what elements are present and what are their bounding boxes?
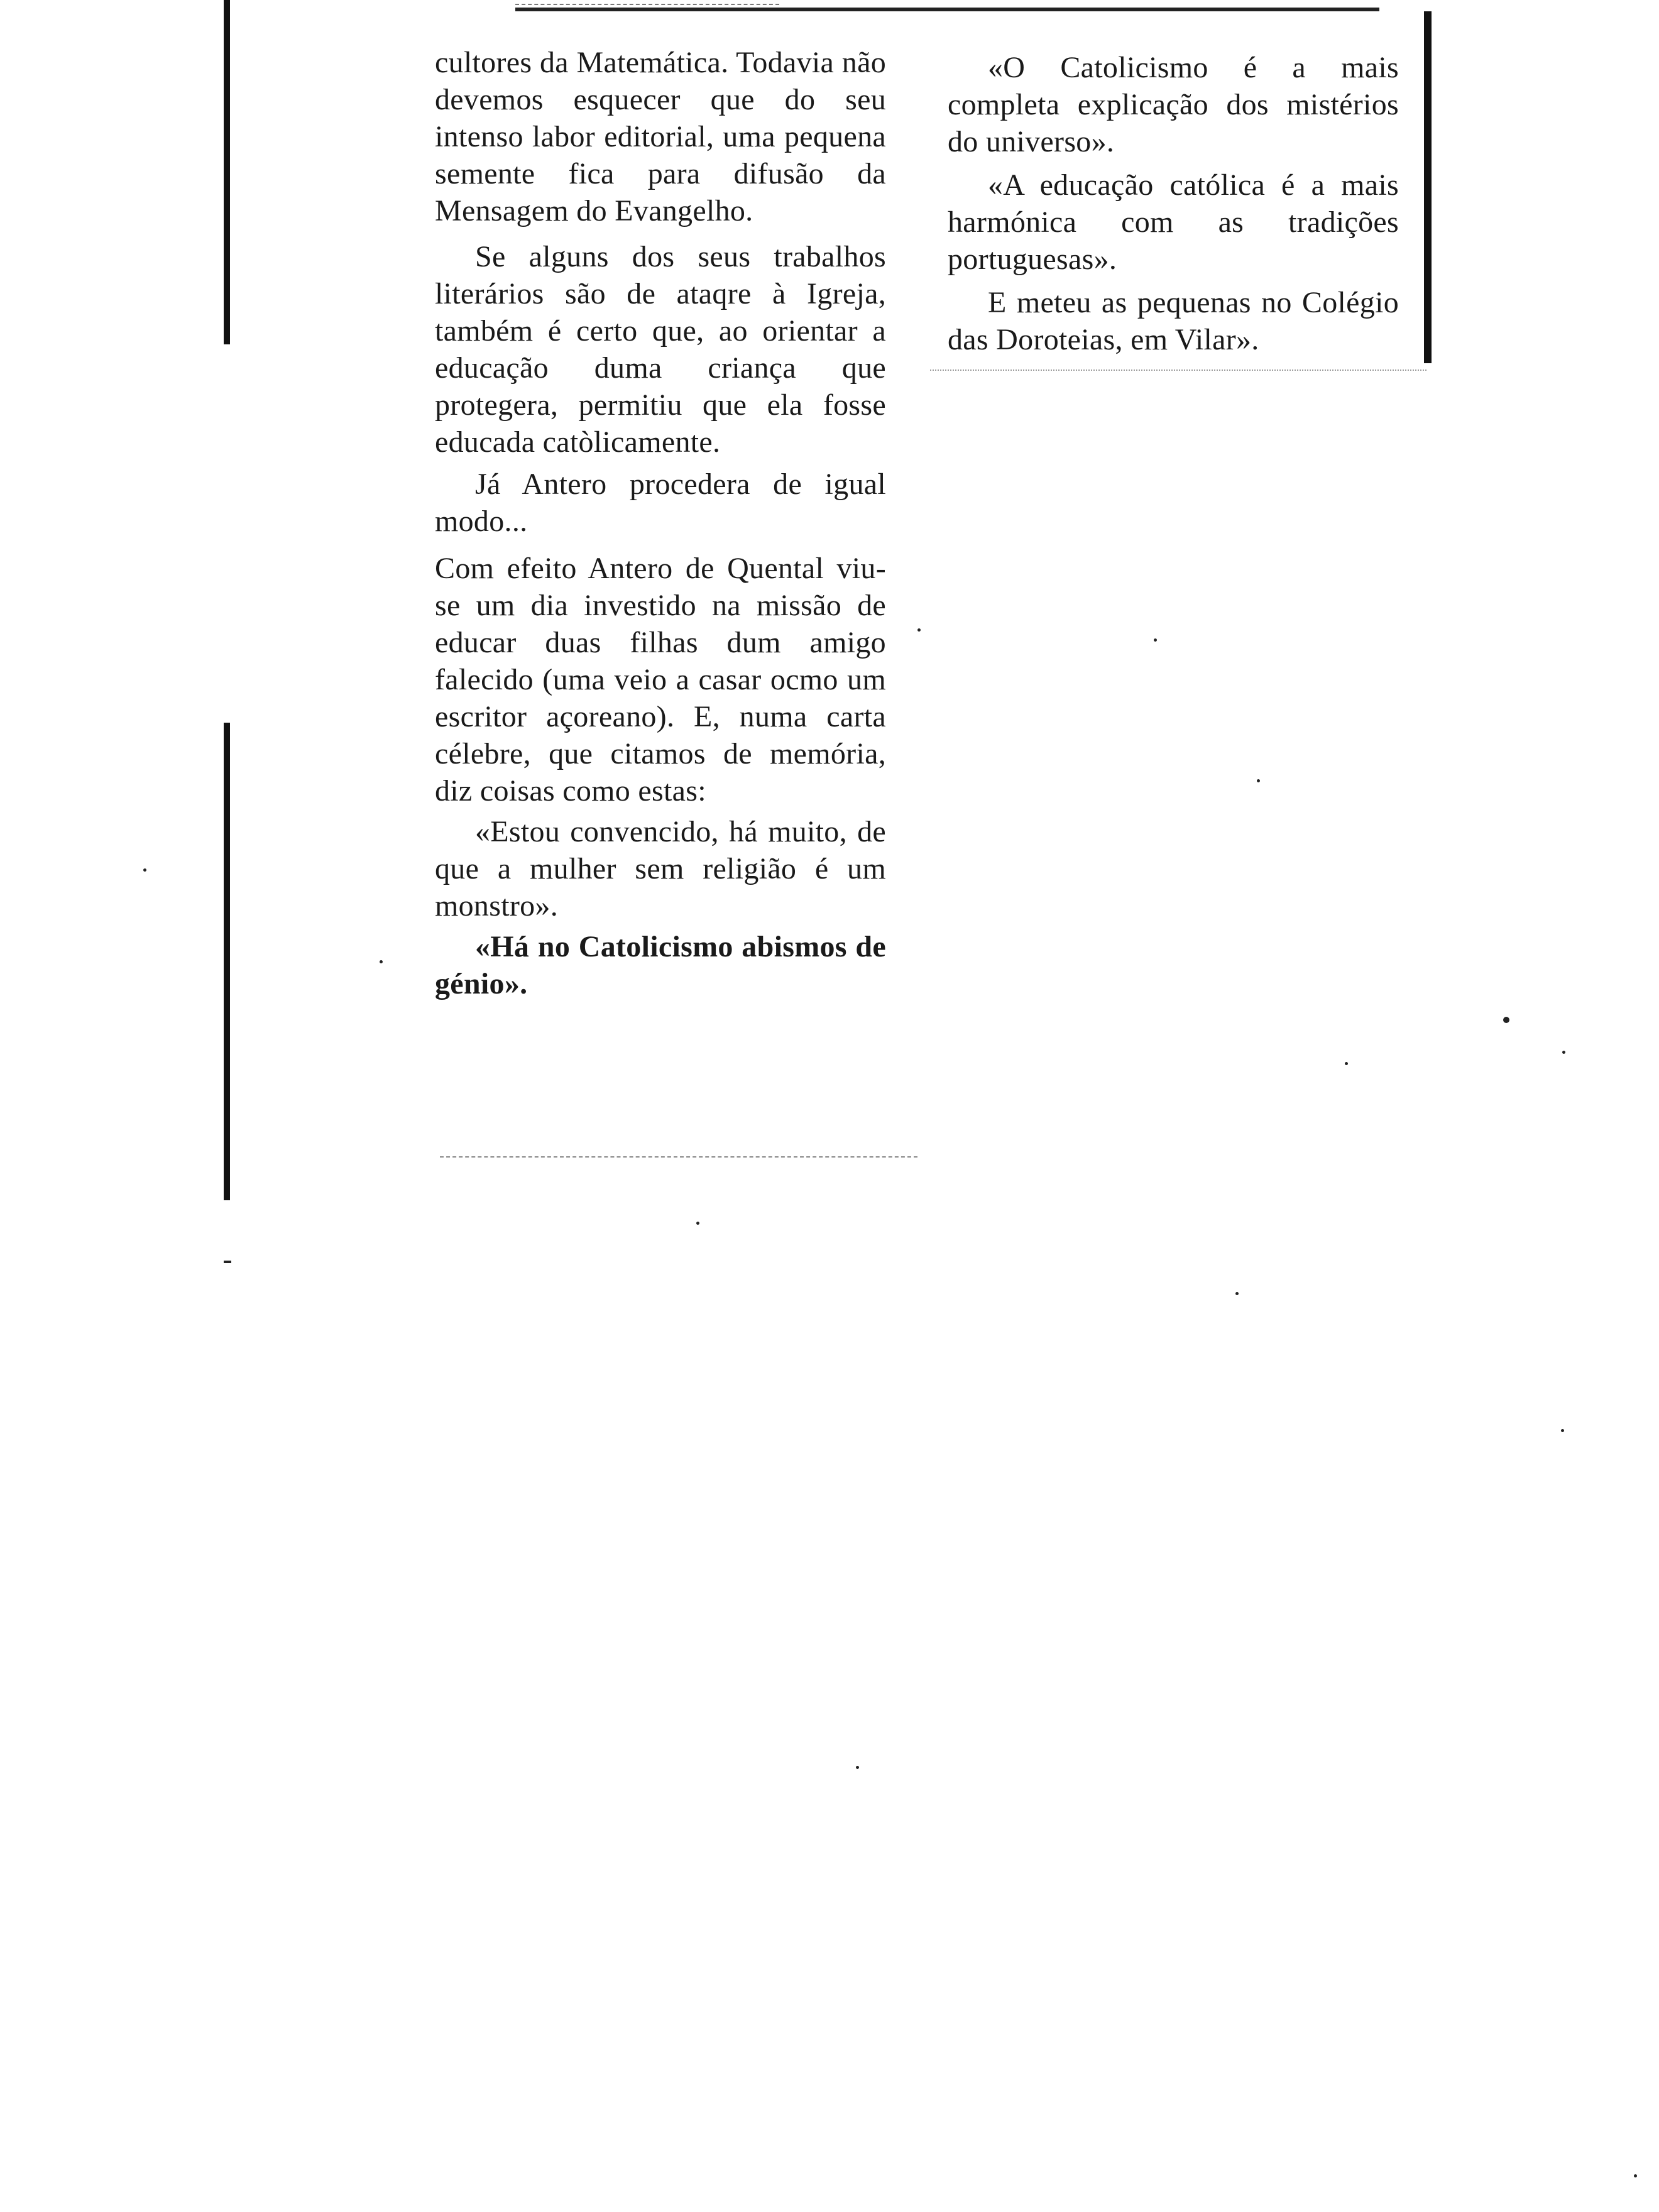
scan-speck <box>1561 1429 1564 1432</box>
top-rule-fragment <box>515 4 779 5</box>
scan-speck <box>380 960 383 963</box>
scan-speck <box>143 868 146 872</box>
top-rule <box>515 8 1379 11</box>
article-right-column <box>948 49 1399 358</box>
closing-paragraph: E meteu as pequenas no Colégio das Doroteias, em Vilar». <box>948 286 1399 356</box>
paragraph-1: cultores da Matemática. Todavia não devemos esquecer que do seu intenso labor editorial, uma pequena semente fica para difusão da Mensagem do Evangelho. <box>435 46 886 227</box>
scan-speck <box>696 1222 699 1225</box>
scan-speck <box>1257 779 1260 782</box>
column-separator-rule <box>930 370 1426 371</box>
quote-3: «O Catolicismo é a mais completa explicação dos mistérios do universo». <box>948 51 1399 158</box>
scan-speck <box>1562 1051 1565 1054</box>
paragraph-3: Já Antero procedera de igual modo... <box>435 468 886 538</box>
scan-speck <box>1154 638 1157 642</box>
scan-speck <box>1503 1017 1509 1023</box>
scan-speck <box>1235 1292 1239 1295</box>
quote-4: «A educação católica é a mais harmónica com as tradições portuguesas». <box>948 168 1399 276</box>
left-border-bar-top <box>224 0 230 344</box>
article-left-column <box>435 44 886 1002</box>
quote-1: «Estou convencido, há muito, de que a mulher sem religião é um monstro». <box>435 815 886 923</box>
scan-speck <box>917 628 921 632</box>
scan-speck <box>224 1261 231 1263</box>
bottom-rule <box>440 1156 917 1158</box>
right-border-bar <box>1424 11 1432 363</box>
scan-speck <box>1634 2174 1637 2177</box>
paragraph-2: Se alguns dos seus trabalhos literários são de ataqre à Igreja, também é certo que, ao orientar a educação duma criança que protegera, permitiu que ela fosse educada catòlicamente. <box>435 240 886 459</box>
paragraph-4: Com efeito Antero de Quental viu-se um dia investido na missão de educar duas filhas dum amigo falecido (uma veio a casar ocmo um escritor açoreano). E, numa carta célebre, que citamos de memória, diz coisas como estas: <box>435 552 886 808</box>
left-border-bar-bottom <box>224 723 230 1200</box>
quote-2: «Há no Catolicismo abismos de génio». <box>435 930 886 1000</box>
scan-speck <box>1345 1062 1348 1065</box>
scan-speck <box>856 1766 859 1769</box>
